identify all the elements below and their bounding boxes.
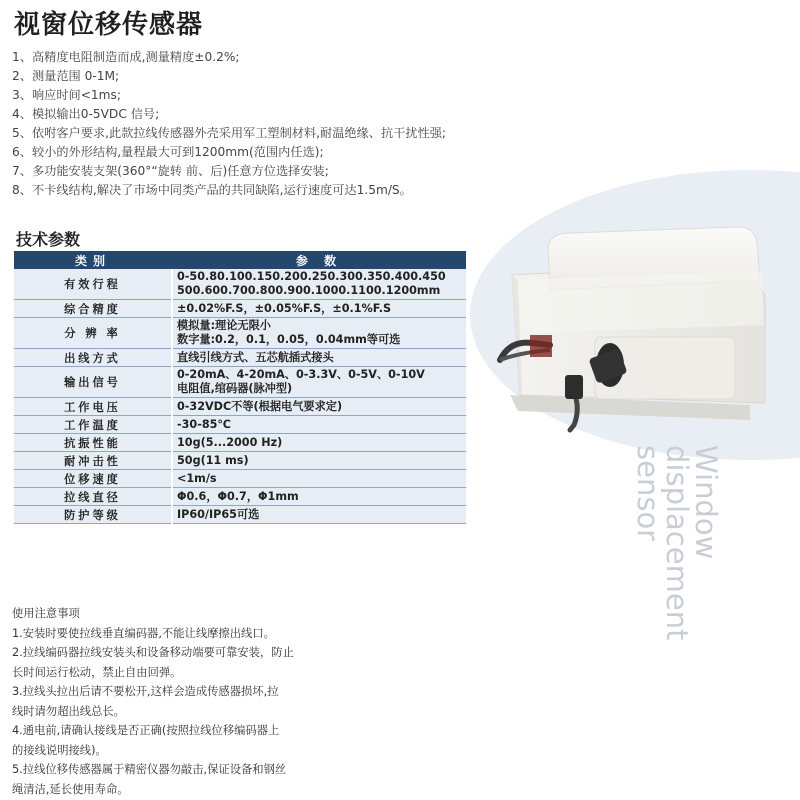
spec-row xyxy=(14,367,466,398)
spec-value xyxy=(172,452,466,470)
spec-value xyxy=(172,506,466,524)
spec-row xyxy=(14,349,466,367)
spec-row xyxy=(14,269,466,300)
usage-notes xyxy=(12,604,352,799)
spec-value xyxy=(172,416,466,434)
header-parameter: 参 数 xyxy=(172,251,466,269)
note-line: 4.通电前,请确认接线是否正确(按照拉线位移编码器上 xyxy=(12,724,280,737)
spec-value-line: 0-50.80.100.150.200.250.300.350.400.450 xyxy=(177,270,446,283)
feature-item: 7、多功能安装支架(360°“旋转 前、后)任意方位选择安装; xyxy=(12,164,329,178)
page-title: 视窗位移传感器 xyxy=(14,10,204,40)
spec-value-line: <1m/s xyxy=(177,471,217,485)
spec-value-line: 10g(5...2000 Hz) xyxy=(177,435,283,449)
spec-value-line: 电阻值,绾码器(脉冲型) xyxy=(177,382,293,395)
spec-value xyxy=(172,269,466,300)
spec-value-line: 500.600.700.800.900.1000.1100.1200mm xyxy=(177,284,441,297)
spec-category: 分 辨 率 xyxy=(14,318,172,349)
vertical-caption-line: displacement xyxy=(660,445,694,641)
spec-value-line: 数字量:0.2，0.1，0.05，0.04mm等可选 xyxy=(177,333,401,346)
spec-value-line: 0-32VDC不等(根据电气要求定) xyxy=(177,399,343,413)
spec-value-line: 50g(11 ms) xyxy=(177,453,249,467)
spec-row xyxy=(14,488,466,506)
spec-row xyxy=(14,506,466,524)
header-category: 类别 xyxy=(14,251,172,269)
vertical-caption-line: Window xyxy=(689,445,723,560)
spec-value xyxy=(172,318,466,349)
note-line: 绳清洁,延长使用寿命。 xyxy=(12,782,129,796)
spec-value-line: 直线引线方式、五芯航插式接头 xyxy=(177,350,334,364)
spec-category: 位移速度 xyxy=(14,470,172,488)
spec-value-line: 0-20mA、4-20mA、0-3.3V、0-5V、0-10V xyxy=(177,368,425,381)
spec-row xyxy=(14,434,466,452)
spec-value-line: Φ0.6，Φ0.7，Φ1mm xyxy=(177,489,299,503)
note-line: 1.安装时要使拉线垂直编码器,不能让线摩擦出线口。 xyxy=(12,626,275,640)
spec-value xyxy=(172,349,466,367)
vertical-caption xyxy=(631,445,723,641)
feature-item: 3、响应时间<1ms; xyxy=(12,88,121,102)
note-line: 的接线说明接线)。 xyxy=(12,743,107,757)
spec-value xyxy=(172,367,466,398)
feature-item: 1、高精度电阻制造而成,测量精度±0.2%; xyxy=(12,50,240,64)
note-line: 长时间运行松动，禁止自由回弹。 xyxy=(12,665,182,679)
vertical-caption-line: sensor xyxy=(631,445,665,542)
feature-item: 5、依咐客户要求,此款拉线传感器外壳采用军工塑制材料,耐温绝缘、抗干扰性强; xyxy=(12,126,446,140)
spec-section-title: 技术参数 xyxy=(16,230,81,249)
spec-value-line: ±0.02%F.S，±0.05%F.S，±0.1%F.S xyxy=(177,301,392,315)
spec-value xyxy=(172,488,466,506)
spec-category: 工作电压 xyxy=(14,398,172,416)
note-line: 3.拉线头拉出后请不要松开,这样会造成传感器损坏,拉 xyxy=(12,685,279,698)
spec-value-line: IP60/IP65可选 xyxy=(177,507,260,521)
feature-item: 6、较小的外形结构,量程最大可到1200mm(范围内任选); xyxy=(12,145,324,159)
spec-row xyxy=(14,470,466,488)
spec-table-header xyxy=(14,251,466,269)
spec-category: 工作温度 xyxy=(14,416,172,434)
spec-category: 有效行程 xyxy=(14,269,172,300)
notes-heading: 使用注意事项 xyxy=(12,607,80,620)
sensor-product-image xyxy=(470,225,800,445)
note-line: 5.拉线位移传感器属于精密仪器勿敲击,保证设备和钢丝 xyxy=(12,763,287,776)
spec-value-line: -30-85℃ xyxy=(177,417,231,431)
spec-category: 出线方式 xyxy=(14,349,172,367)
spec-category: 耐冲击性 xyxy=(14,452,172,470)
spec-row xyxy=(14,318,466,349)
spec-value-line: 模拟量:理论无限小 xyxy=(177,319,271,332)
spec-table xyxy=(14,251,466,524)
spec-value xyxy=(172,470,466,488)
spec-value xyxy=(172,398,466,416)
spec-category: 输出信号 xyxy=(14,367,172,398)
feature-item: 4、模拟输出0-5VDC 信号; xyxy=(12,107,160,121)
spec-row xyxy=(14,300,466,318)
feature-item: 2、测量范围 0-1M; xyxy=(12,69,120,83)
spec-row xyxy=(14,398,466,416)
spec-category: 综合精度 xyxy=(14,300,172,318)
note-line: 2.拉线编码器拉线安装头和设备移动端要可靠安装，防止 xyxy=(12,646,294,659)
note-line: 线时请勿超出线总长。 xyxy=(12,704,125,718)
spec-category: 抗振性能 xyxy=(14,434,172,452)
spec-value xyxy=(172,300,466,318)
feature-list xyxy=(12,48,602,200)
feature-item: 8、不卡线结构,解决了市场中同类产品的共同缺陷,运行速度可达1.5m/S。 xyxy=(12,183,412,197)
spec-category: 防护等级 xyxy=(14,506,172,524)
spec-category: 拉线直径 xyxy=(14,488,172,506)
spec-value xyxy=(172,434,466,452)
spec-row xyxy=(14,452,466,470)
spec-row xyxy=(14,416,466,434)
